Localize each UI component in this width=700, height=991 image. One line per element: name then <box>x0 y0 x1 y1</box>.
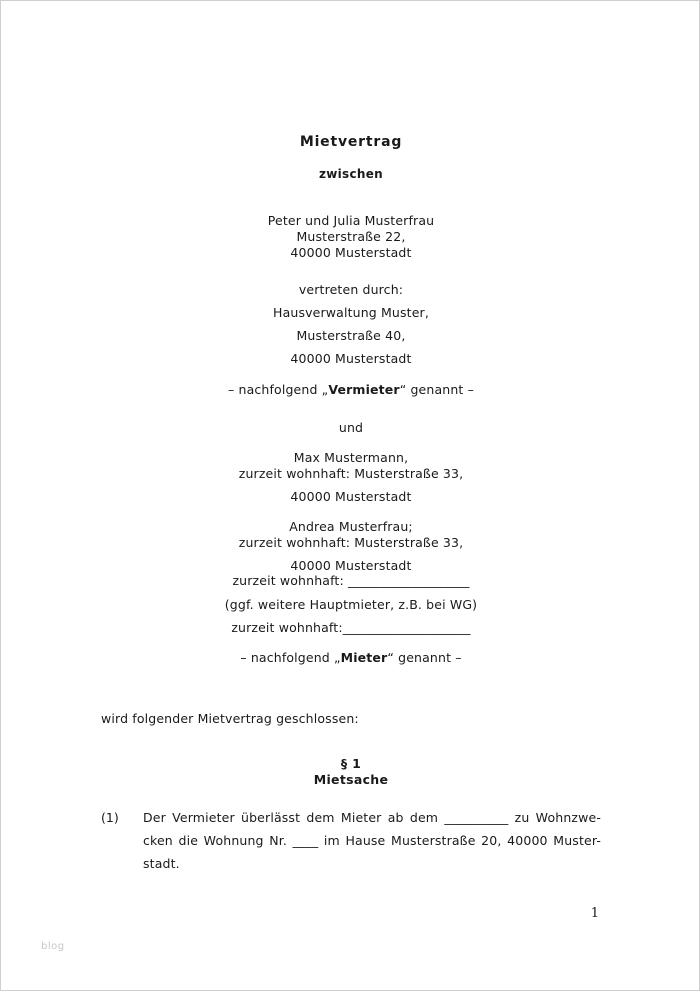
landlord-names: Peter und Julia Musterfrau <box>267 213 435 228</box>
between-label: zwischen <box>318 167 384 181</box>
tenant2-name: Andrea Musterfrau; <box>289 519 413 534</box>
and-label: und <box>338 420 364 435</box>
tenant-role-line <box>1 650 700 665</box>
role-prefix: – nachfolgend „ <box>240 650 341 665</box>
represented-by-label: vertreten durch: <box>298 282 404 297</box>
extra-address-blank: zurzeit wohnhaft: ___________________ <box>232 573 470 588</box>
agency-street: Musterstraße 40, <box>296 328 406 343</box>
tenant1-city: 40000 Musterstadt <box>290 489 412 504</box>
tenant2-address: zurzeit wohnhaft: Musterstraße 33, <box>238 535 464 550</box>
role-suffix: “ genannt – <box>387 650 462 665</box>
page-number: 1 <box>590 906 599 921</box>
landlord-role-line <box>1 382 700 397</box>
role-suffix: “ genannt – <box>399 382 474 397</box>
section-number: § 1 <box>340 756 362 771</box>
tenant2-city: 40000 Musterstadt <box>290 558 412 573</box>
clause-line: cken die Wohnung Nr. ____ im Hause Musterstraße 20, 40000 Muster- <box>143 833 601 848</box>
tenant1-address: zurzeit wohnhaft: Musterstraße 33, <box>238 466 464 481</box>
tenant1-name: Max Mustermann, <box>293 450 409 465</box>
clause-line: Der Vermieter überlässt dem Mieter ab dem __________ zu Wohnzwe- <box>143 810 601 825</box>
agency-name: Hausverwaltung Muster, <box>273 305 429 320</box>
contract-title: Mietvertrag <box>299 134 403 150</box>
clause-line: stadt. <box>143 856 180 871</box>
clause-number: (1) <box>101 810 119 825</box>
role-word: Mieter <box>340 650 388 665</box>
extra-address-blank-2: zurzeit wohnhaft:____________________ <box>231 620 471 635</box>
agency-city: 40000 Musterstadt <box>290 351 412 366</box>
landlord-city: 40000 Musterstadt <box>290 245 412 260</box>
extra-note: (ggf. weitere Hauptmieter, z.B. bei WG) <box>224 597 478 612</box>
watermark: blog <box>41 941 65 952</box>
role-word: Vermieter <box>328 382 400 397</box>
section-heading: Mietsache <box>313 772 389 787</box>
landlord-street: Musterstraße 22, <box>296 229 406 244</box>
concluded-statement: wird folgender Mietvertrag geschlossen: <box>101 711 359 726</box>
role-prefix: – nachfolgend „ <box>228 382 329 397</box>
clause-text <box>143 806 601 875</box>
